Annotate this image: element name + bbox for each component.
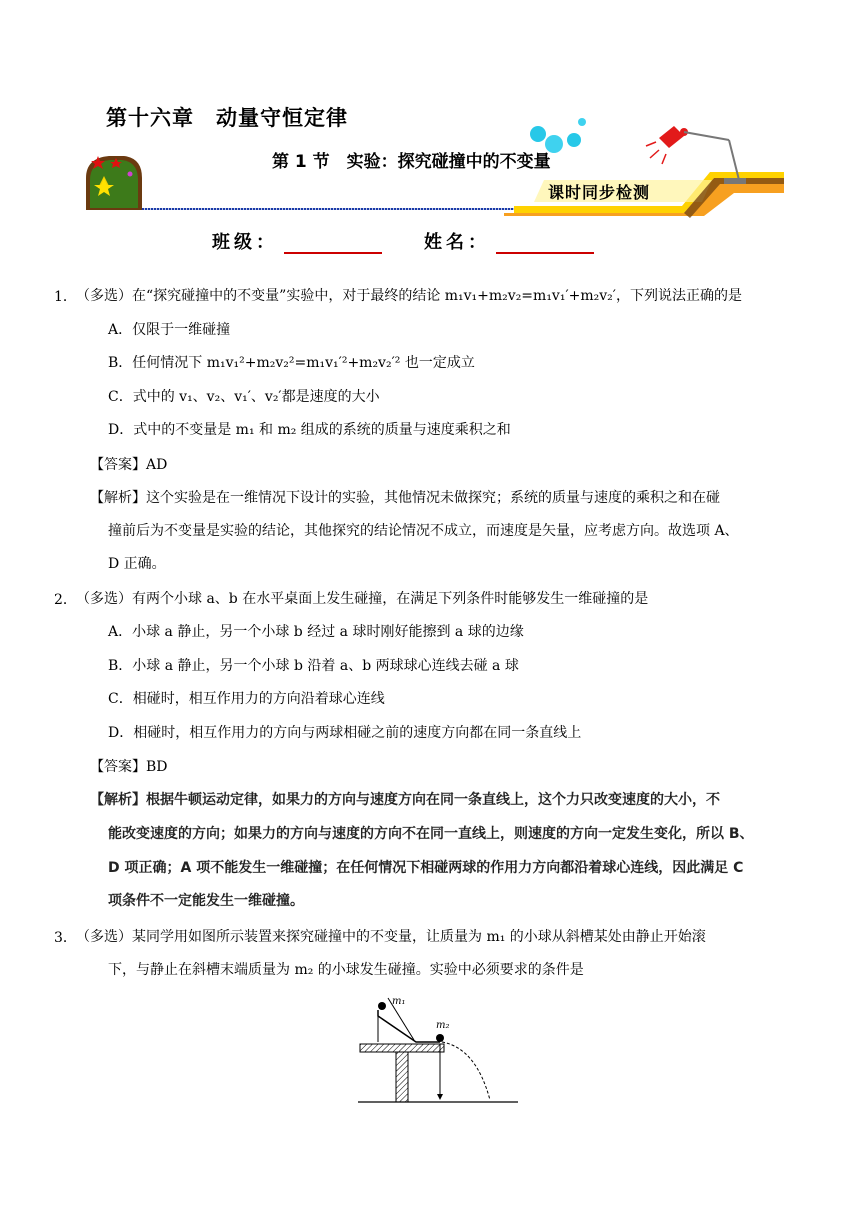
option-b: B．小球 a 静止，另一个小球 b 沿着 a、b 两球球心连线去碰 a 球 — [108, 658, 519, 674]
class-field — [212, 228, 382, 254]
class-input-line[interactable] — [284, 236, 382, 254]
question-stem: 下，与静止在斜槽末端质量为 m₂ 的小球发生碰撞。实验中必须要求的条件是 — [108, 962, 584, 978]
ball-m2 — [436, 1034, 444, 1042]
answer: 【答案】AD — [90, 457, 168, 473]
question-number: 3． — [54, 930, 77, 946]
explanation-line: 能改变速度的方向；如果力的方向与速度的方向不在同一直线上，则速度的方向一定发生变化，所以 B、 — [108, 826, 754, 842]
explanation-line: 项条件不一定能发生一维碰撞。 — [108, 893, 304, 909]
explanation-line: 【解析】这个实验是在一维情况下设计的实验，其他情况未做探究；系统的质量与速度的乘积之和在碰 — [90, 490, 720, 506]
label-m1: m₁ — [392, 996, 406, 1007]
class-label: 班级： — [212, 232, 278, 253]
option-b: B．任何情况下 m₁v₁²+m₂v₂²=m₁v₁′²+m₂v₂′² 也一定成立 — [108, 355, 475, 371]
explanation-line: D 正确。 — [108, 556, 166, 572]
name-field — [424, 228, 594, 254]
option-c: C．相碰时，相互作用力的方向沿着球心连线 — [108, 691, 385, 707]
answer: 【答案】BD — [90, 759, 168, 775]
option-a: A．小球 a 静止，另一个小球 b 经过 a 球时刚好能擦到 a 球的边缘 — [108, 624, 524, 640]
question-number: 1． — [54, 289, 77, 305]
question-stem: （多选）有两个小球 a、b 在水平桌面上发生碰撞，在满足下列条件时能够发生一维碰撞的是 — [76, 591, 649, 607]
name-input-line[interactable] — [496, 236, 594, 254]
explanation-line: 【解析】根据牛顿运动定律，如果力的方向与速度方向在同一条直线上，这个力只改变速度的大小，不 — [90, 792, 720, 808]
option-a: A．仅限于一维碰撞 — [108, 322, 231, 338]
option-d: D．相碰时，相互作用力的方向与两球相碰之前的速度方向都在同一条直线上 — [108, 725, 582, 741]
explanation-line: D 项正确；A 项不能发生一维碰撞；在任何情况下相碰两球的作用力方向都沿着球心连线，因此满足 C — [108, 860, 744, 876]
question-stem: （多选）某同学用如图所示装置来探究碰撞中的不变量，让质量为 m₁ 的小球从斜槽某处由静止开始滚 — [76, 929, 706, 945]
label-m2: m₂ — [436, 1020, 450, 1031]
option-d: D．式中的不变量是 m₁ 和 m₂ 组成的系统的质量与速度乘积之和 — [108, 422, 511, 438]
ball-m1 — [378, 1002, 386, 1010]
name-label: 姓名： — [424, 232, 490, 253]
question-number: 2． — [54, 592, 77, 608]
hut-logo — [86, 156, 142, 210]
option-c: C．式中的 v₁、v₂、v₁′、v₂′都是速度的大小 — [108, 389, 380, 405]
experiment-figure — [358, 996, 518, 1106]
explanation-line: 撞前后为不变量是实验的结论，其他探究的结论情况不成立，而速度是矢量，应考虑方向。故选项 A、 — [108, 523, 739, 539]
question-stem: （多选）在“探究碰撞中的不变量”实验中，对于最终的结论 m₁v₁+m₂v₂=m₁v₁′+m₂v₂′，下列说法正确的是 — [76, 288, 742, 304]
chapter-title: 第十六章 动量守恒定律 — [106, 106, 348, 130]
banner-label: 课时同步检测 — [548, 183, 651, 202]
section-title: 第 1 节 实验：探究碰撞中的不变量 — [272, 152, 551, 172]
